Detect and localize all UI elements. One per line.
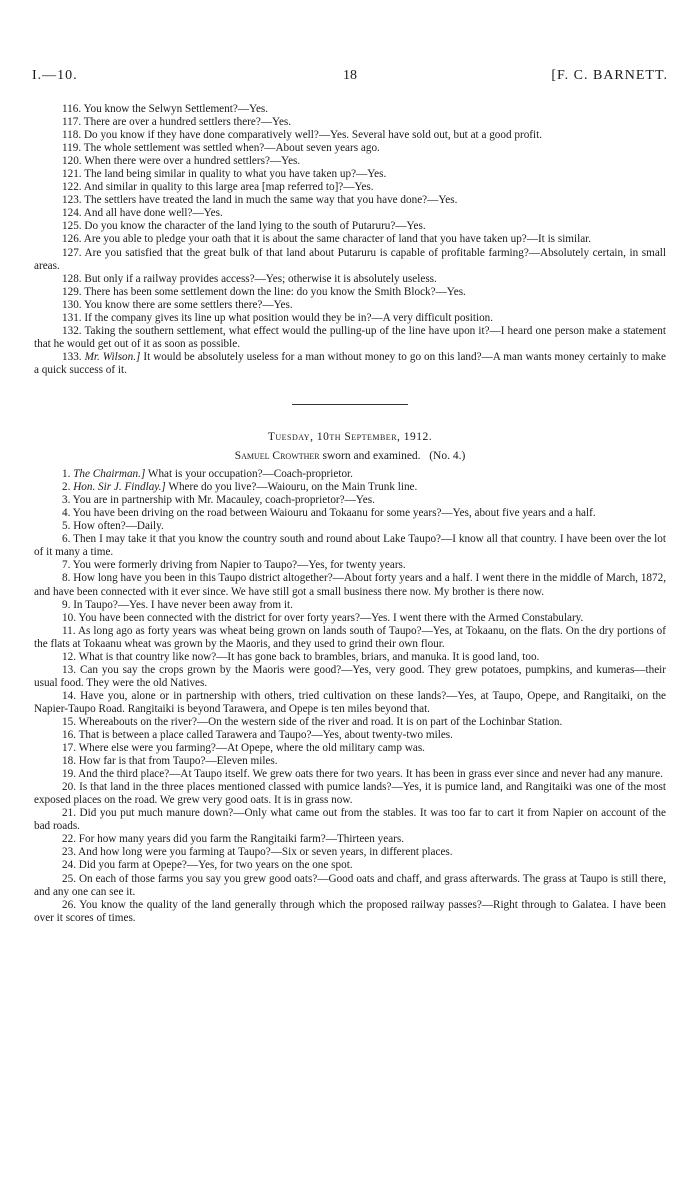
question-text: You are in partnership with Mr. Macauley, coach-proprietor?—Yes. bbox=[72, 494, 375, 507]
question-number: 120. bbox=[62, 155, 82, 168]
question-text: Have you, alone or in partnership with others, tried cultivation on these lands?—Yes, at Taupo, Opepe, and Rangitaiki, on the Napier-Taupo Road. Rangitaiki is beyond Tarawera, and Opepe is ten miles beyond that. bbox=[34, 689, 667, 715]
question-number: 130. bbox=[62, 298, 82, 311]
question-paragraph bbox=[34, 507, 666, 520]
question-text: The whole settlement was settled when?—About seven years ago. bbox=[83, 142, 380, 155]
question-paragraph bbox=[34, 651, 666, 664]
question-number: 14. bbox=[62, 689, 76, 702]
question-number: 3. bbox=[62, 494, 71, 507]
question-text: You were formerly driving from Napier to Taupo?—Yes, for twenty years. bbox=[72, 559, 406, 572]
question-paragraph bbox=[34, 116, 666, 129]
question-paragraph bbox=[34, 233, 666, 246]
question-text: How long have you been in this Taupo district altogether?—About forty years and a half. I went there in the middle of March, 1872, and have been connected with it ever since. We have still got a small business there now. My brother is there now. bbox=[34, 572, 666, 598]
question-number: 9. bbox=[62, 598, 71, 611]
question-paragraph bbox=[34, 129, 666, 142]
question-text: For how many years did you farm the Rangitaiki farm?—Thirteen years. bbox=[78, 833, 405, 846]
witness-heading bbox=[34, 450, 666, 463]
question-paragraph bbox=[34, 273, 666, 286]
question-text: In Taupo?—Yes. I have never been away from it. bbox=[73, 598, 293, 611]
question-number: 119. bbox=[62, 142, 82, 155]
document-body bbox=[34, 103, 666, 925]
question-number: 22. bbox=[62, 833, 76, 846]
question-paragraph bbox=[34, 833, 666, 846]
question-text: The land being similar in quality to what you have taken up?—Yes. bbox=[84, 168, 387, 181]
question-text: Are you satisfied that the great bulk of that land about Putaruru is capable of profitable farming?—Absolutely certain, in small areas. bbox=[34, 246, 666, 272]
question-number: 1. bbox=[62, 468, 71, 481]
question-number: 125. bbox=[62, 220, 82, 233]
question-number: 11. bbox=[62, 624, 76, 637]
question-number: 116. bbox=[62, 103, 82, 115]
question-number: 20. bbox=[62, 781, 76, 794]
question-number: 121. bbox=[62, 168, 82, 181]
question-paragraph bbox=[34, 468, 666, 481]
question-number: 16. bbox=[62, 729, 76, 742]
witness-sworn: sworn and examined. bbox=[322, 450, 421, 463]
question-number: 131. bbox=[62, 311, 82, 324]
question-text: Where else were you farming?—At Opepe, where the old military camp was. bbox=[78, 742, 425, 755]
question-paragraph bbox=[34, 533, 666, 559]
question-paragraph bbox=[34, 168, 666, 181]
question-text: It would be absolutely useless for a man without money to go on this land?—A man wants money certainly to make a quick success of it. bbox=[34, 350, 666, 376]
question-paragraph bbox=[34, 781, 666, 807]
question-paragraph bbox=[34, 859, 666, 872]
question-text: When there were over a hundred settlers?—Yes. bbox=[84, 155, 301, 168]
question-paragraph bbox=[34, 873, 666, 899]
question-text: Taking the southern settlement, what effect would the pulling-up of the line have upon it?—I heard one person make a statement that he would get out of it as soon as possible. bbox=[34, 324, 666, 350]
question-number: 118. bbox=[62, 129, 82, 142]
question-paragraph bbox=[34, 716, 666, 729]
testimony-section-crowther bbox=[34, 468, 666, 925]
question-text: There are over a hundred settlers there?—Yes. bbox=[83, 116, 292, 129]
question-paragraph bbox=[34, 286, 666, 299]
question-text: Where do you live?—Waiouru, on the Main Trunk line. bbox=[168, 481, 418, 494]
question-number: 122. bbox=[62, 181, 82, 194]
question-number: 13. bbox=[62, 663, 76, 676]
question-text: Then I may take it that you know the country south and round about Lake Taupo?—I know all that country. I have been over the lot of it many a time. bbox=[34, 533, 666, 559]
speaker-label: Hon. Sir J. Findlay.] bbox=[73, 481, 166, 494]
question-number: 127. bbox=[62, 246, 82, 259]
question-number: 124. bbox=[62, 207, 82, 220]
question-paragraph bbox=[34, 299, 666, 312]
question-text: What is that country like now?—It has gone back to brambles, briars, and manuka. It is good land, too. bbox=[78, 650, 540, 663]
question-text: What is your occupation?—Coach-proprietor. bbox=[147, 468, 353, 481]
question-text: Whereabouts on the river?—On the western side of the river and road. It is on part of the Lochinbar Station. bbox=[78, 715, 563, 728]
question-text: On each of those farms you say you grew good oats?—Good oats and chaff, and grass afterwards. The grass at Taupo is still there, and any one can see it. bbox=[34, 872, 666, 898]
section-divider bbox=[292, 404, 408, 405]
question-text: And all have done well?—Yes. bbox=[83, 207, 223, 220]
date-heading: Tuesday, 10th September, 1912. bbox=[267, 430, 433, 443]
question-text: Is that land in the three places mentioned classed with pumice lands?—Yes, it is pumice land, and Rangitaiki was one of the most exposed places on the road. We grew very good oats. It is in grass now. bbox=[34, 781, 667, 807]
question-paragraph bbox=[34, 899, 666, 925]
question-number: 8. bbox=[62, 572, 71, 585]
question-number: 25. bbox=[62, 872, 76, 885]
question-paragraph bbox=[34, 247, 666, 273]
question-number: 19. bbox=[62, 768, 76, 781]
question-text: Do you know the character of the land lying to the south of Putaruru?—Yes. bbox=[84, 220, 426, 233]
question-paragraph bbox=[34, 664, 666, 690]
question-text: And how long were you farming at Taupo?—Six or seven years, in different places. bbox=[78, 846, 453, 859]
question-paragraph bbox=[34, 351, 666, 377]
question-number: 24. bbox=[62, 859, 76, 872]
question-number: 17. bbox=[62, 742, 76, 755]
question-number: 6. bbox=[62, 533, 71, 546]
question-number: 26. bbox=[62, 898, 76, 911]
question-text: You have been driving on the road between Waiouru and Tokaanu for some years?—Yes, about five years and a half. bbox=[72, 507, 596, 520]
question-number: 12. bbox=[62, 650, 76, 663]
question-text: There has been some settlement down the line: do you know the Smith Block?—Yes. bbox=[84, 285, 466, 298]
question-number: 123. bbox=[62, 194, 82, 207]
question-number: 21. bbox=[62, 807, 76, 820]
speaker-label: The Chairman.] bbox=[73, 468, 146, 481]
page-header bbox=[32, 68, 668, 88]
question-text: You know the quality of the land generally through which the proposed railway passes?—Right through to Galatea. I have been over it scores of times. bbox=[34, 898, 666, 924]
question-number: 133. bbox=[62, 350, 82, 363]
question-number: 23. bbox=[62, 846, 76, 859]
witness-name: Samuel Crowther bbox=[234, 450, 320, 463]
question-paragraph bbox=[34, 481, 666, 494]
speaker-label: Mr. Wilson.] bbox=[84, 350, 141, 363]
question-number: 5. bbox=[62, 520, 71, 533]
question-paragraph bbox=[34, 520, 666, 533]
question-text: How often?—Daily. bbox=[73, 520, 164, 533]
question-text: And the third place?—At Taupo itself. We grew oats there for two years. It has been in grass ever since and never had any manure. bbox=[78, 768, 663, 781]
question-paragraph bbox=[34, 494, 666, 507]
question-number: 15. bbox=[62, 715, 76, 728]
question-text: You know there are some settlers there?—Yes. bbox=[83, 298, 293, 311]
question-paragraph bbox=[34, 599, 666, 612]
witness-number: (No. 4.) bbox=[429, 450, 466, 463]
question-number: 126. bbox=[62, 233, 82, 246]
question-number: 129. bbox=[62, 285, 82, 298]
question-text: Are you able to pledge your oath that it is about the same character of land that you have taken up?—It is similar. bbox=[83, 233, 592, 246]
question-paragraph bbox=[34, 625, 666, 651]
question-paragraph bbox=[34, 194, 666, 207]
page-number: 18 bbox=[343, 68, 357, 83]
question-number: 4. bbox=[62, 507, 71, 520]
question-paragraph bbox=[34, 572, 666, 598]
question-text: The settlers have treated the land in much the same way that you have done?—Yes. bbox=[84, 194, 458, 207]
question-text: Did you put much manure down?—Only what came out from the stables. It was too far to cart it from Napier on account of the bad roads. bbox=[34, 807, 666, 833]
question-text: You have been connected with the district for over forty years?—Yes. I went there with the Armed Constabulary. bbox=[78, 611, 584, 624]
question-text: And similar in quality to this large area [map referred to]?—Yes. bbox=[83, 181, 374, 194]
question-paragraph bbox=[34, 207, 666, 220]
question-paragraph bbox=[34, 181, 666, 194]
question-paragraph bbox=[34, 142, 666, 155]
question-paragraph bbox=[34, 755, 666, 768]
witness-running-head: [F. C. BARNETT. bbox=[551, 68, 668, 83]
question-number: 10. bbox=[62, 611, 76, 624]
testimony-section-barnett bbox=[34, 103, 666, 377]
question-paragraph bbox=[34, 155, 666, 168]
question-paragraph bbox=[34, 846, 666, 859]
question-paragraph bbox=[34, 768, 666, 781]
question-paragraph bbox=[34, 559, 666, 572]
question-number: 117. bbox=[62, 116, 82, 129]
question-text: Can you say the crops grown by the Maoris were good?—Yes, very good. They grew potatoes, pumpkins, and kumeras—their usual food. They were the old Natives. bbox=[34, 663, 666, 689]
question-text: Did you farm at Opepe?—Yes, for two years on the one spot. bbox=[78, 859, 353, 872]
question-paragraph bbox=[34, 690, 666, 716]
question-text: Do you know if they have done comparatively well?—Yes. Several have sold out, but at a good profit. bbox=[83, 129, 543, 142]
question-paragraph bbox=[34, 807, 666, 833]
report-reference: I.—10. bbox=[32, 68, 78, 83]
question-paragraph bbox=[34, 742, 666, 755]
question-paragraph bbox=[34, 612, 666, 625]
question-text: You know the Selwyn Settlement?—Yes. bbox=[83, 103, 269, 115]
question-paragraph bbox=[34, 312, 666, 325]
question-number: 128. bbox=[62, 272, 82, 285]
question-text: How far is that from Taupo?—Eleven miles. bbox=[78, 755, 278, 768]
question-paragraph bbox=[34, 103, 666, 116]
question-paragraph bbox=[34, 220, 666, 233]
question-number: 18. bbox=[62, 755, 76, 768]
question-text: If the company gives its line up what position would they be in?—A very difficult position. bbox=[84, 311, 494, 324]
question-paragraph bbox=[34, 325, 666, 351]
question-text: As long ago as forty years was wheat being grown on lands south of Taupo?—Yes, at Tokaanu, on the flats. On the dry portions of the flats at Tokaanu wheat was grown by the Maoris, and they used to grind their own flour. bbox=[34, 624, 666, 650]
question-text: That is between a place called Tarawera and Taupo?—Yes, about twenty-two miles. bbox=[78, 729, 453, 742]
question-number: 132. bbox=[62, 324, 82, 337]
question-number: 2. bbox=[62, 481, 71, 494]
question-number: 7. bbox=[62, 559, 71, 572]
question-text: But only if a railway provides access?—Yes; otherwise it is absolutely useless. bbox=[84, 272, 437, 285]
question-paragraph bbox=[34, 729, 666, 742]
